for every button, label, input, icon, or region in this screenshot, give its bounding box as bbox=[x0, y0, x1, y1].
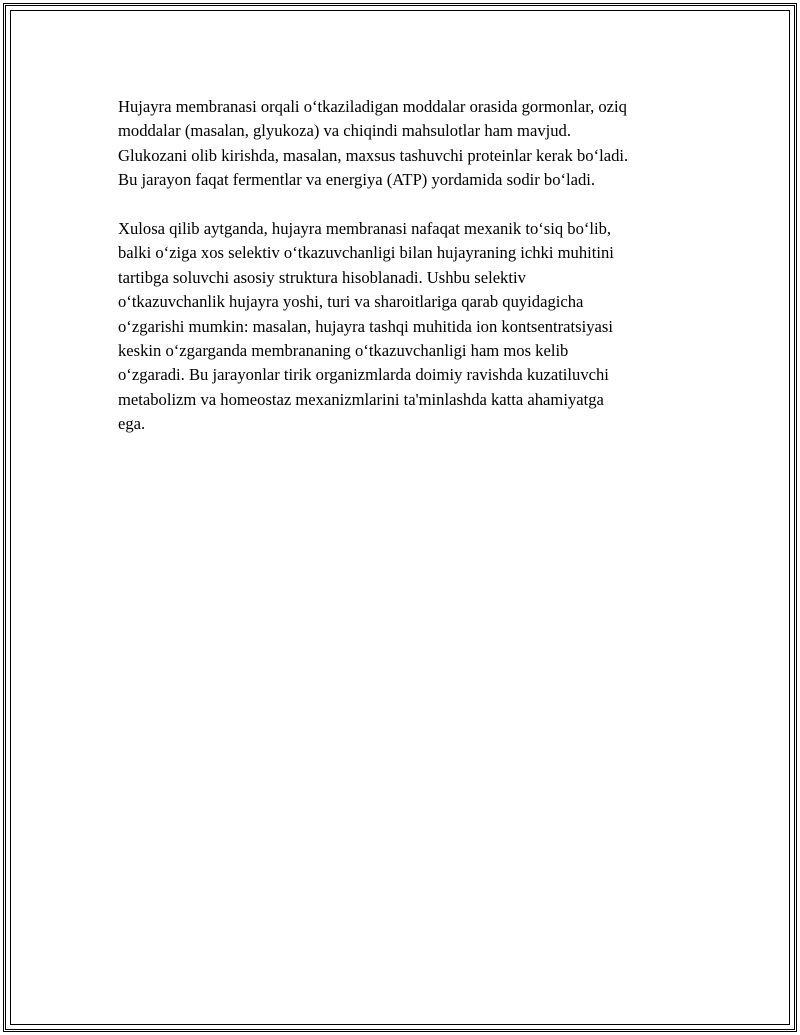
paragraph-line: metabolizm va homeostaz mexanizmlarini ta'minlashda katta ahamiyatga bbox=[118, 389, 604, 409]
paragraph-line: Bu jarayon faqat fermentlar va energiya (ATP) yordamida sodir bo‘ladi. bbox=[118, 170, 596, 190]
paragraph-line: Glukozani olib kirishda, masalan, maxsus tashuvchi proteinlar kerak bo‘ladi. bbox=[118, 145, 629, 165]
document-body bbox=[118, 95, 698, 461]
paragraph-line: balki o‘ziga xos selektiv o‘tkazuvchanligi bilan hujayraning ichki muhitini bbox=[118, 243, 614, 263]
paragraph-line: ega. bbox=[118, 414, 146, 434]
paragraph-2 bbox=[118, 217, 698, 437]
paragraph-line: tartibga soluvchi asosiy struktura hisoblanadi. Ushbu selektiv bbox=[118, 267, 526, 287]
paragraph-line: Xulosa qilib aytganda, hujayra membranasi nafaqat mexanik to‘siq bo‘lib, bbox=[118, 219, 612, 239]
paragraph-line: o‘tkazuvchanlik hujayra yoshi, turi va sharoitlariga qarab quyidagicha bbox=[118, 292, 584, 312]
paragraph-line: keskin o‘zgarganda membrananing o‘tkazuvchanligi ham mos kelib bbox=[118, 341, 569, 361]
paragraph-1 bbox=[118, 95, 698, 193]
paragraph-line: o‘zgarishi mumkin: masalan, hujayra tashqi muhitida ion kontsentratsiyasi bbox=[118, 316, 613, 336]
paragraph-line: o‘zgaradi. Bu jarayonlar tirik organizmlarda doimiy ravishda kuzatiluvchi bbox=[118, 365, 609, 385]
paragraph-line: Hujayra membranasi orqali o‘tkaziladigan moddalar orasida gormonlar, oziq bbox=[118, 97, 627, 116]
paragraph-line: moddalar (masalan, glyukoza) va chiqindi mahsulotlar ham mavjud. bbox=[118, 121, 571, 141]
